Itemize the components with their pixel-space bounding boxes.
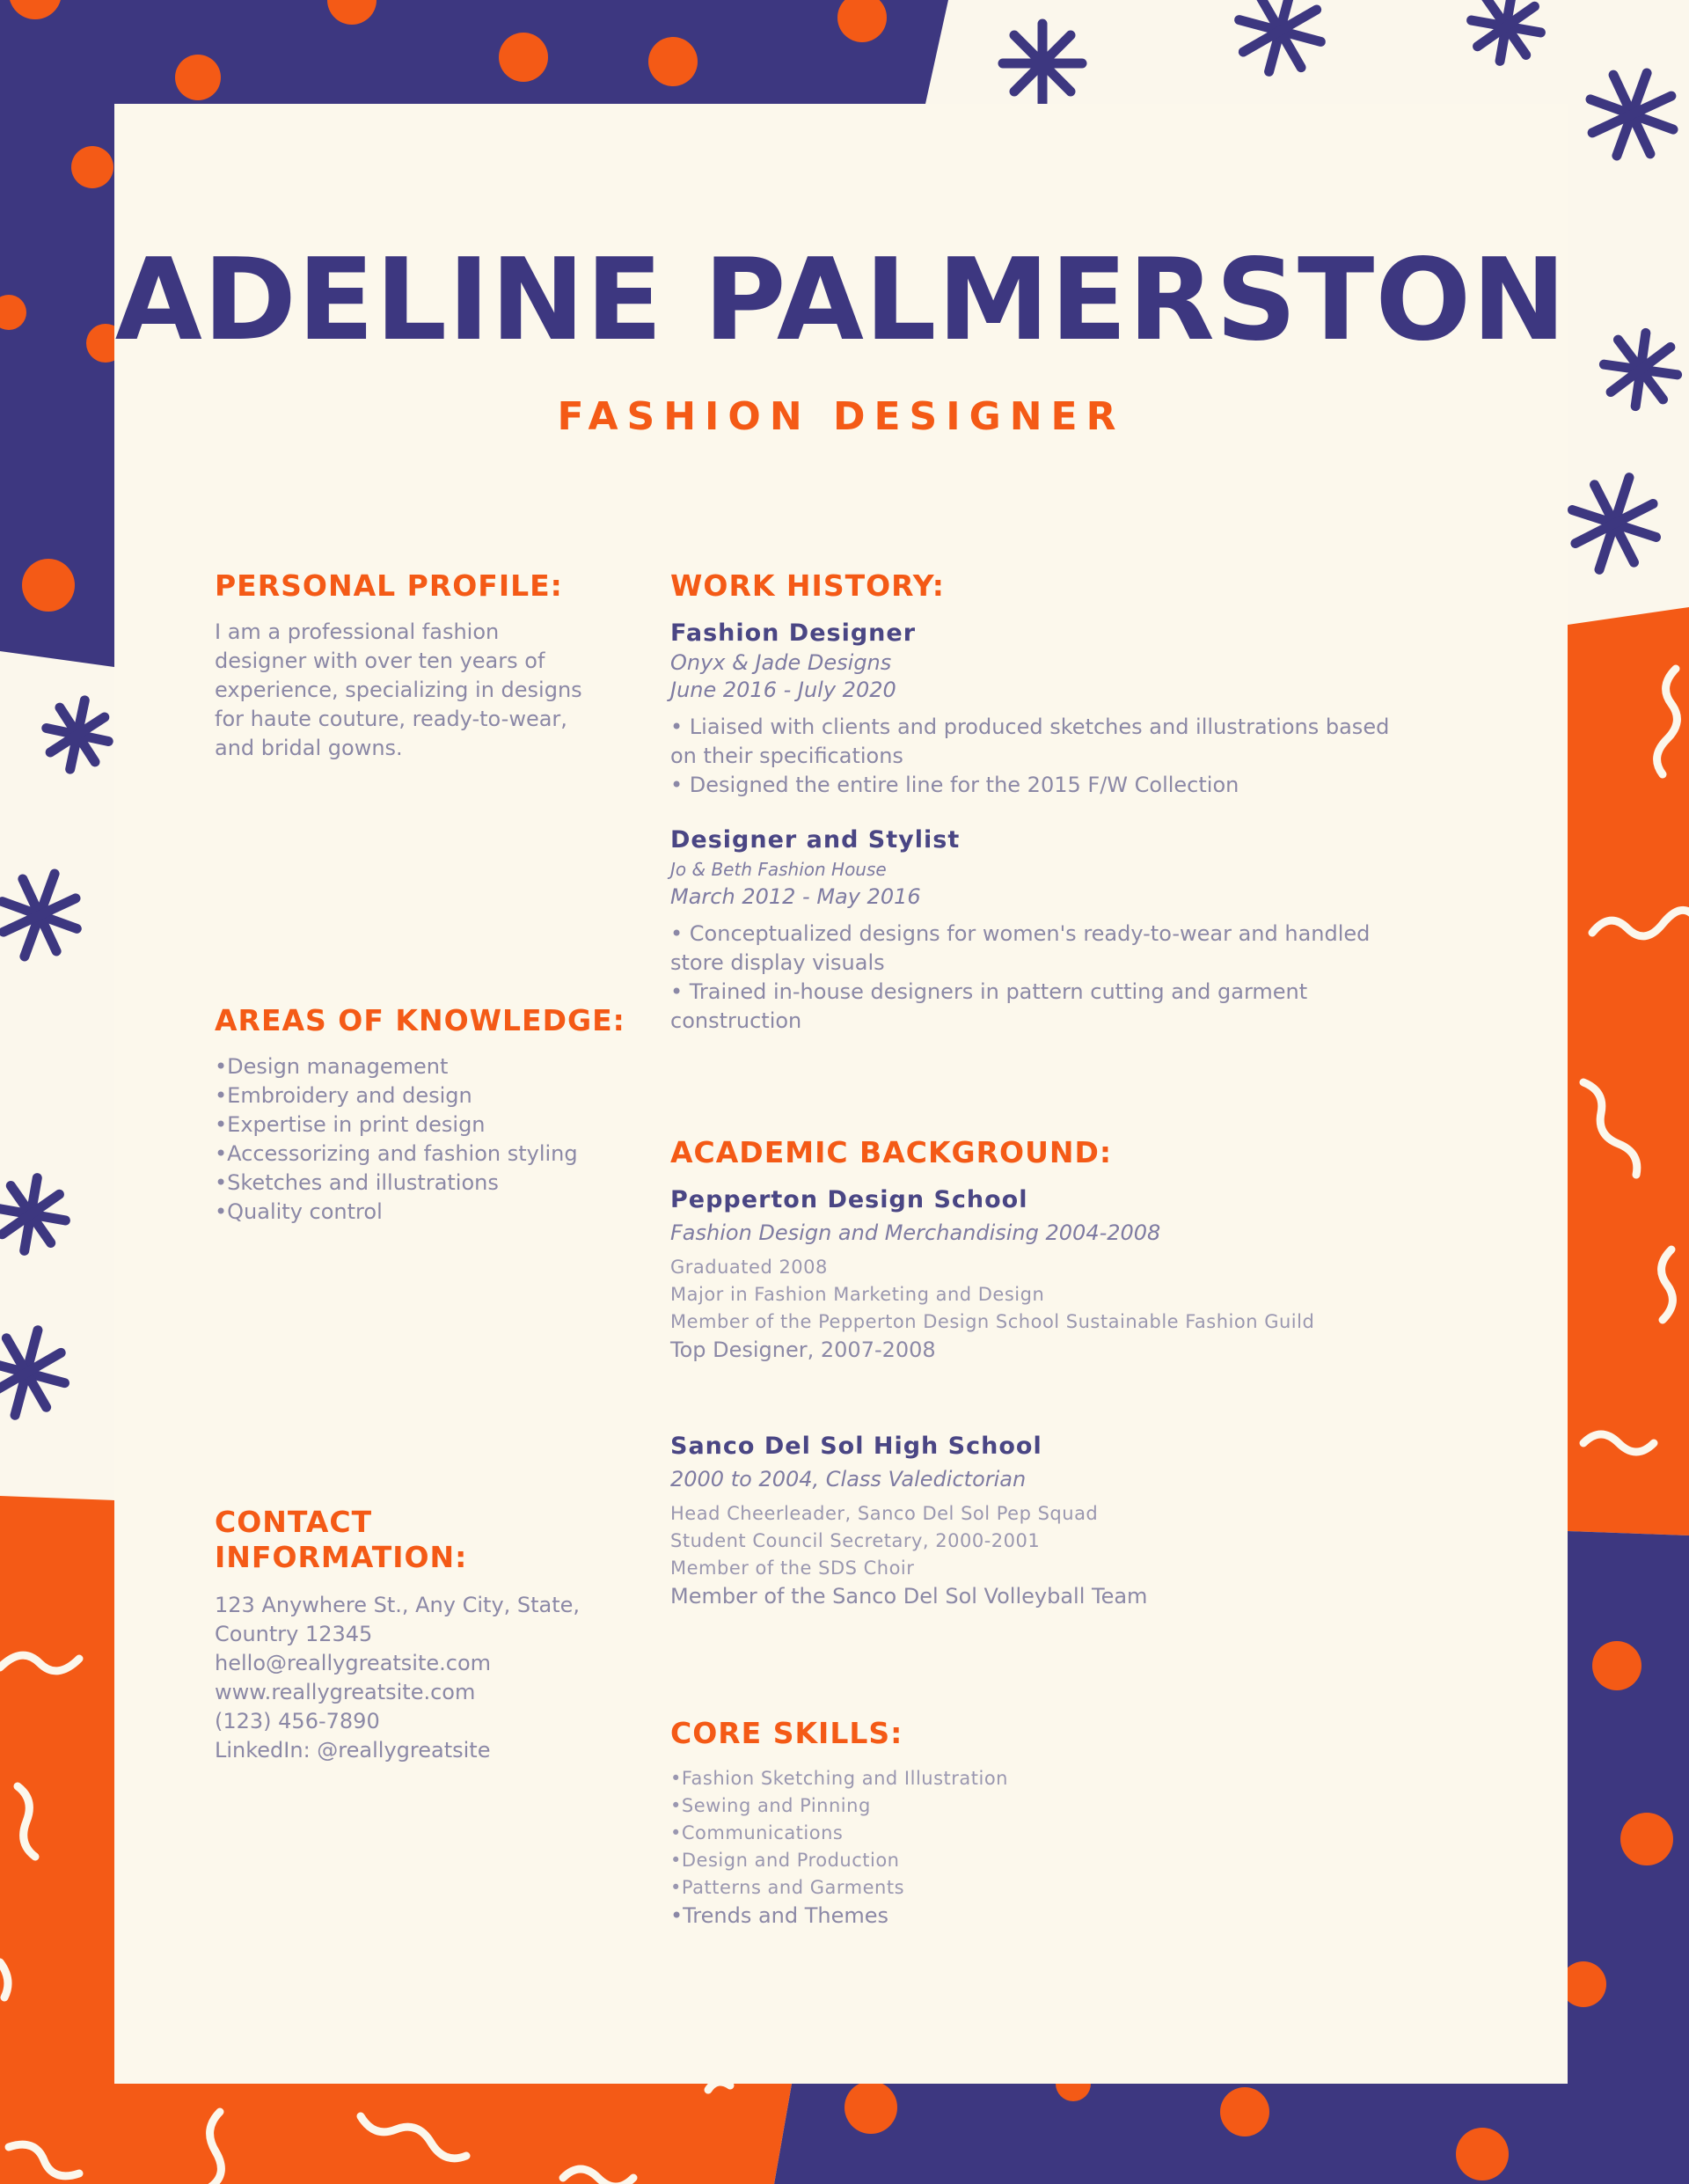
- core-skills-section: [670, 1716, 1515, 1930]
- list-item: • Sketches and illustrations: [215, 1169, 637, 1198]
- school-line: Member of the Pepperton Design School Sustainable Fashion Guild: [670, 1311, 1315, 1332]
- school-line: Member of the Sanco Del Sol Volleyball Team: [670, 1584, 1148, 1609]
- work-entry-title: Fashion Designer: [670, 619, 917, 647]
- work-entry-title: Designer and Stylist: [670, 826, 961, 854]
- profile-text-line: experience, specializing in designs: [215, 678, 582, 702]
- list-item: • Trends and Themes: [670, 1902, 1515, 1930]
- list-item: • Patterns and Garments: [670, 1874, 1515, 1902]
- work-bullet: • Liaised with clients and produced sketches and illustrations based: [670, 715, 1390, 739]
- email-link[interactable]: hello@reallygreatsite.com: [215, 1651, 492, 1675]
- school-detail: 2000 to 2004, Class Valedictorian: [670, 1467, 1027, 1491]
- phone-number: (123) 456-7890: [215, 1709, 380, 1733]
- work-bullet: • Conceptualized designs for women's ready-to-wear and handled: [670, 921, 1371, 946]
- section-heading: WORK HISTORY:: [670, 568, 945, 603]
- work-bullet: • Trained in-house designers in pattern cutting and garment: [670, 979, 1308, 1004]
- section-heading: CONTACT: [215, 1505, 373, 1539]
- school-line: Top Designer, 2007-2008: [670, 1338, 936, 1362]
- section-heading: CORE SKILLS:: [670, 1716, 903, 1750]
- list-item: • Quality control: [215, 1198, 637, 1227]
- orange-block-right: [1568, 607, 1689, 1535]
- school-entry: [670, 1184, 1515, 1364]
- resume-card: [114, 104, 1568, 2084]
- address-line: Country 12345: [215, 1622, 373, 1646]
- school-line: Student Council Secretary, 2000-2001: [670, 1530, 1041, 1551]
- list-item: • Fashion Sketching and Illustration: [670, 1765, 1515, 1792]
- work-entry: [670, 824, 1515, 1036]
- school-name: Sanco Del Sol High School: [670, 1433, 1042, 1460]
- list-item: • Communications: [670, 1820, 1515, 1847]
- list-item: • Design and Production: [670, 1847, 1515, 1874]
- list-item: • Design management: [215, 1052, 637, 1081]
- section-heading: ACADEMIC BACKGROUND:: [670, 1135, 1113, 1169]
- work-entry-company: Jo & Beth Fashion House: [670, 859, 887, 880]
- section-heading: INFORMATION:: [215, 1540, 468, 1574]
- list-item: • Accessorizing and fashion styling: [215, 1140, 637, 1169]
- linkedin-handle[interactable]: LinkedIn: @reallygreatsite: [215, 1738, 491, 1763]
- school-line: Head Cheerleader, Sanco Del Sol Pep Squad: [670, 1503, 1099, 1524]
- work-bullet-continued: on their specifications: [670, 744, 903, 768]
- areas-of-knowledge-section: [215, 1003, 637, 1227]
- list-item: • Sewing and Pinning: [670, 1792, 1515, 1820]
- work-bullet-continued: store display visuals: [670, 950, 885, 975]
- work-bullet-continued: construction: [670, 1008, 802, 1033]
- work-entry-dates: June 2016 - July 2020: [670, 678, 896, 702]
- personal-profile-section: [215, 568, 619, 763]
- work-bullet: • Designed the entire line for the 2015 F/W Collection: [670, 773, 1239, 797]
- address-line: 123 Anywhere St., Any City, State,: [215, 1593, 581, 1617]
- work-entry: [670, 618, 1515, 800]
- contact-information-section: [215, 1505, 637, 1765]
- candidate-name: ADELINE PALMERSTON: [114, 235, 1568, 366]
- profile-text-line: for haute couture, ready-to-wear,: [215, 707, 567, 731]
- school-line: Graduated 2008: [670, 1257, 828, 1278]
- academic-background-section: [670, 1135, 1515, 1610]
- work-entry-dates: March 2012 - May 2016: [670, 884, 921, 909]
- work-entry-company: Onyx & Jade Designs: [670, 650, 892, 675]
- website-link[interactable]: www.reallygreatsite.com: [215, 1680, 476, 1704]
- list-item: • Expertise in print design: [215, 1110, 637, 1140]
- profile-text-line: designer with over ten years of: [215, 649, 545, 673]
- section-heading: PERSONAL PROFILE:: [215, 568, 563, 603]
- job-title: FASHION DESIGNER: [557, 394, 1125, 439]
- school-name: Pepperton Design School: [670, 1186, 1028, 1213]
- school-entry: [670, 1431, 1515, 1610]
- school-line: Member of the SDS Choir: [670, 1557, 915, 1579]
- profile-text-line: I am a professional fashion: [215, 619, 500, 644]
- school-detail: Fashion Design and Merchandising 2004-2008: [670, 1220, 1161, 1245]
- work-history-section: [670, 568, 1515, 1036]
- school-line: Major in Fashion Marketing and Design: [670, 1284, 1045, 1305]
- section-heading: AREAS OF KNOWLEDGE:: [215, 1003, 625, 1037]
- list-item: • Embroidery and design: [215, 1081, 637, 1110]
- profile-text-line: and bridal gowns.: [215, 736, 403, 760]
